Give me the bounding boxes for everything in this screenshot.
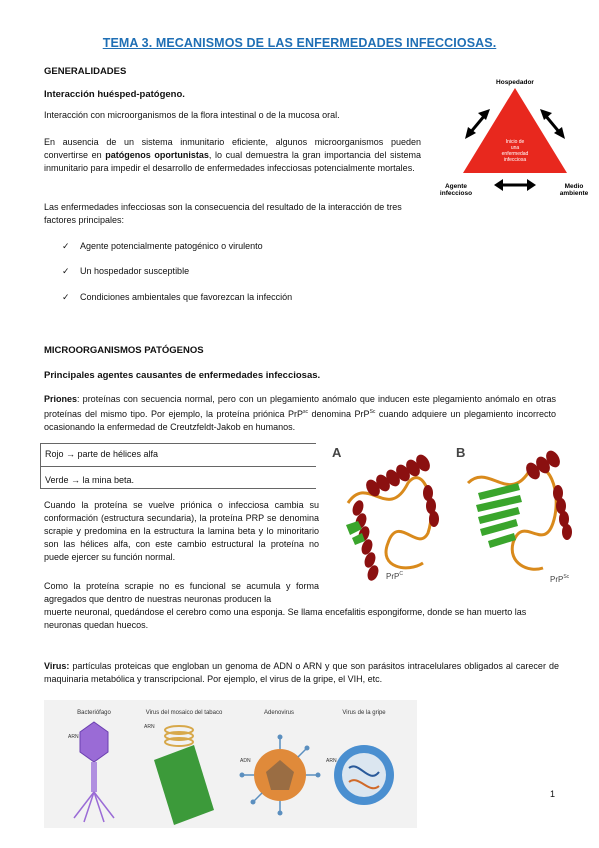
para-oportunistas: En ausencia de un sistema inmunitario eficiente, algunos microorganismos pueden convertirse en patógenos oportunistas, lo cual demuestra la gran importancia del sistema inmunitario para impedir el desarrollo de enfermedades infecciosas potencialmente mortales. [44,137,421,173]
factor-item-2: ✓ Un hospedador susceptible [62,266,190,276]
triangle-center-line1: Inicio de [505,139,525,145]
triangle-label-top: Hospedador [496,79,534,86]
para-acumula-b: muerte neuronal, quedándose el cerebro como una esponja. Se llama encefalitis espongiforme, donde se han muerto las neuronas quedan huecos. [44,607,527,630]
factor-item-3: ✓ Condiciones ambientales que favorezcan la infección [62,292,293,302]
triangle-center-line3: enfermedad [501,151,529,157]
virus-illustrations [44,700,417,828]
color-legend-box [40,443,316,489]
adenovirus-icon [240,735,321,816]
page-number: 1 [550,789,556,799]
caption-mosaico: Virus del mosaico del tabaco [145,710,223,716]
label-prp-sc: PrP$^{Sc}$ [550,574,570,584]
virus-figure [44,700,417,828]
page-title: TEMA 3. MECANISMOS DE LAS ENFERMEDADES INFECCIOSAS. [102,36,497,50]
triangle-label-right-2: ambiente [559,190,589,197]
figure-label-b: B [456,445,466,460]
subheading-interaccion: Interacción huésped-patógeno. [44,89,185,100]
legend-red: Rojo → parte de hélices alfa [45,449,159,459]
caption-adenovirus: Adenovirus [263,710,295,716]
para-acumula-a: Como la proteína scrapie no es funcional se acumula y forma agregados que dentro de nuestras neuronas producen la [44,581,319,604]
para-scrapie: Cuando la proteína se vuelve priónica o infecciosa cambia su conformación (estructura secundaria), la proteína PRP se denomina scrapie y predomina en la estructura la lamina beta y lo minoritario son las hélices alfa, con este cambio estructural la proteína no puede ejercer su función normal. [44,500,319,562]
triangle-label-left-1: Agente [444,183,468,190]
subheading-agentes: Principales agentes causantes de enfermedades infecciosas. [44,370,321,381]
triangle-label-right-1: Medio [564,183,584,190]
para-factores: Las enfermedades infecciosas son la consecuencia del resultado de la interacción de tres factores principales: [44,202,402,225]
label-arn-1: ARN [68,734,79,740]
factor-item-1: ✓ Agente potencialmente patogénico o virulento [62,241,263,251]
epidemiologic-triangle-diagram [440,75,590,200]
label-adn: ADN [240,758,251,764]
legend-green: Verde → la mina beta. [45,475,135,485]
label-arn-3: ARN [326,758,337,764]
para-priones: Priones: proteínas con secuencia normal, pero con un plegamiento anómalo que inducen este plegamiento anómalo en otras proteínas del mismo tipo. Por ejemplo, la proteína priónica PrP$^{sc}$ denomina PrP$^{Sc}$ cuando adquiere un plegamiento incorrecto ocasionando la enfermedad de Creutzfeldt-Jakob en humanos. [44,394,556,432]
label-prp-c: PrP$^C$ [386,571,403,581]
label-arn-2: ARN [144,724,155,730]
caption-bacteriofago: Bacteriófago [77,710,111,716]
para-virus: Virus: partículas proteicas que engloban un genoma de ADN o ARN y que son parásitos intracelulares obligados al carecer de maquinaria metabólica y transcripcional. Por ejemplo, el virus de la gripe, el VIH, etc. [44,661,559,684]
prion-c-structure [346,452,439,582]
prion-sc-structure [468,448,572,569]
tobacco-mosaic-virus-icon [154,726,214,825]
prion-structure-figure [328,443,593,588]
para-flora: Interacción con microorganismos de la flora intestinal o de la mucosa oral. [44,110,340,120]
influenza-virus-icon [334,745,394,805]
section-heading-microorganismos: MICROORGANISMOS PATÓGENOS [44,345,204,356]
section-heading-generalidades: GENERALIDADES [44,66,127,77]
caption-gripe: Virus de la gripe [342,710,386,716]
bacteriophage-icon [74,722,114,822]
figure-label-a: A [332,445,342,460]
triangle-center-line2: una [510,145,520,151]
triangle-center-line4: infecciosa [503,157,527,163]
triangle-label-left-2: infeccioso [440,190,473,197]
